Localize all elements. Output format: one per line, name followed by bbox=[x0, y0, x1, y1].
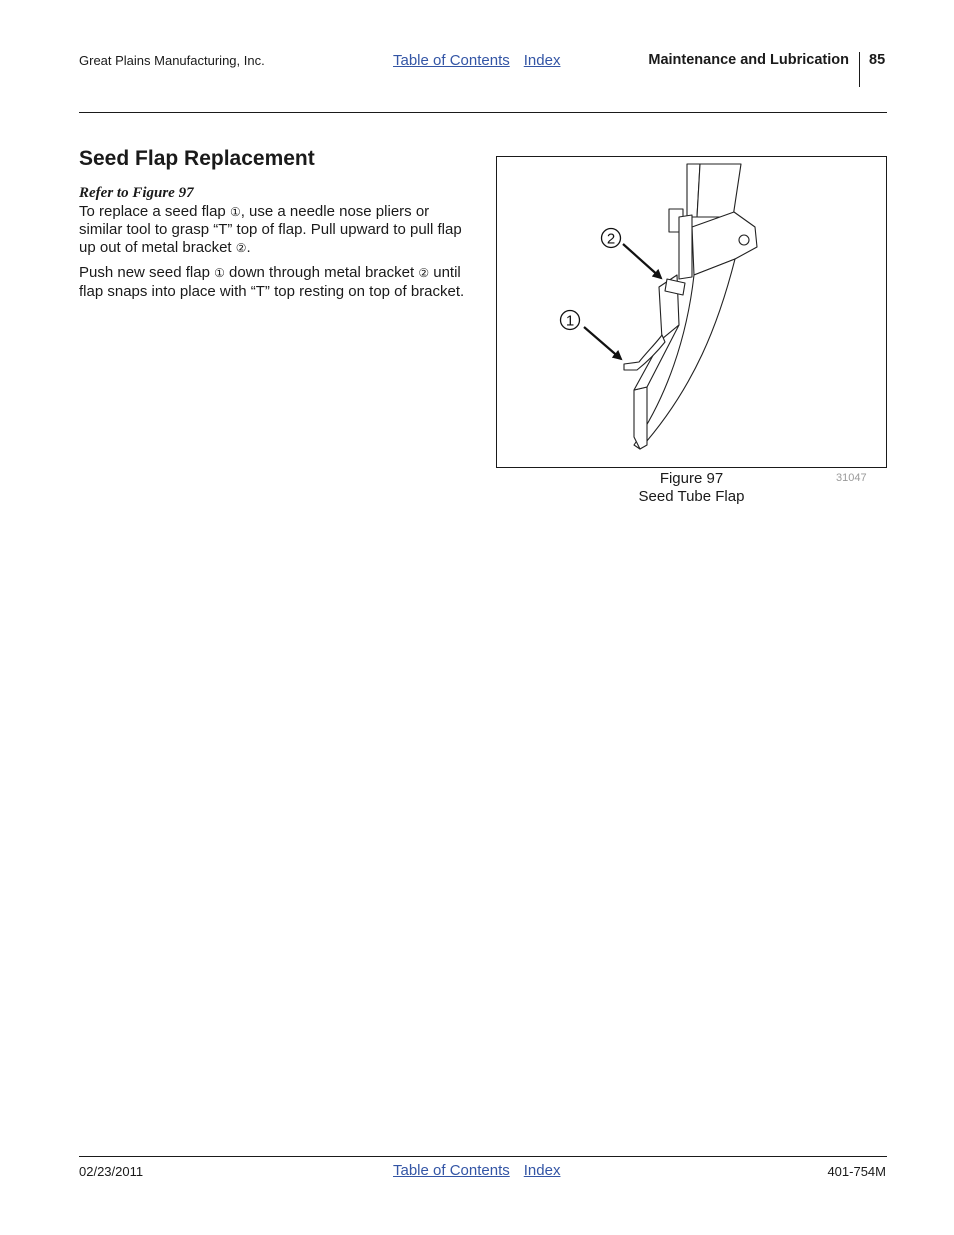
figure-caption-title: Seed Tube Flap bbox=[638, 488, 745, 505]
footer-rule bbox=[79, 1156, 887, 1157]
footer-doc-number: 401-754M bbox=[827, 1164, 886, 1179]
callout-2-ref: ② bbox=[235, 240, 247, 255]
callout-1-marker bbox=[561, 311, 580, 330]
callout-1-ref: ① bbox=[214, 266, 225, 280]
p2-text-end: until flap snaps into place with “T” top resting on top of bracket. bbox=[79, 264, 465, 300]
callout-1-ref: ① bbox=[229, 204, 241, 219]
callout-arrows bbox=[584, 244, 661, 359]
callout-1-label: 1 bbox=[565, 312, 575, 330]
company-name: Great Plains Manufacturing, Inc. bbox=[79, 53, 265, 68]
header-divider bbox=[859, 52, 860, 87]
header-index-link[interactable]: Index bbox=[523, 52, 561, 69]
footer-date: 02/23/2011 bbox=[79, 1164, 144, 1179]
paragraph-2 bbox=[79, 264, 469, 300]
p2-text-a: Push new seed flap bbox=[79, 264, 215, 281]
section-title: Maintenance and Lubrication bbox=[648, 52, 849, 68]
footer-index-link[interactable]: Index bbox=[523, 1162, 561, 1179]
header-links bbox=[393, 52, 560, 69]
seed-tube-illustration bbox=[497, 157, 886, 467]
p1-text-b: , use a needle nose pliers or similar tool to grasp “T” top of flap. Pull upward to pull flap up out of metal bracket bbox=[79, 202, 462, 256]
p1-text-a: To replace a seed flap bbox=[79, 202, 230, 220]
page-title: Seed Flap Replacement bbox=[79, 147, 315, 170]
p1-text-end: . bbox=[246, 238, 251, 256]
figure-frame bbox=[496, 156, 887, 468]
figure-part-number: 31047 bbox=[836, 472, 867, 484]
header-toc-link[interactable]: Table of Contents bbox=[393, 52, 510, 69]
callout-1-arrow bbox=[584, 327, 621, 359]
figure-reference: Refer to Figure 97 bbox=[79, 185, 194, 201]
callout-2-marker bbox=[602, 229, 621, 248]
callout-2-ref: ② bbox=[418, 266, 430, 280]
body-text bbox=[79, 185, 469, 300]
paragraph-1 bbox=[79, 203, 469, 258]
p2-text-b: down through metal bracket bbox=[224, 264, 419, 281]
callout-2-label: 2 bbox=[606, 230, 616, 248]
footer-links bbox=[393, 1162, 560, 1179]
seed-tube-drawing bbox=[624, 164, 757, 449]
callout-2-arrow bbox=[623, 244, 661, 278]
header-rule bbox=[79, 112, 887, 113]
footer-toc-link[interactable]: Table of Contents bbox=[393, 1162, 510, 1179]
page-number: 85 bbox=[869, 52, 886, 68]
figure-caption-number: Figure 97 bbox=[659, 470, 724, 487]
